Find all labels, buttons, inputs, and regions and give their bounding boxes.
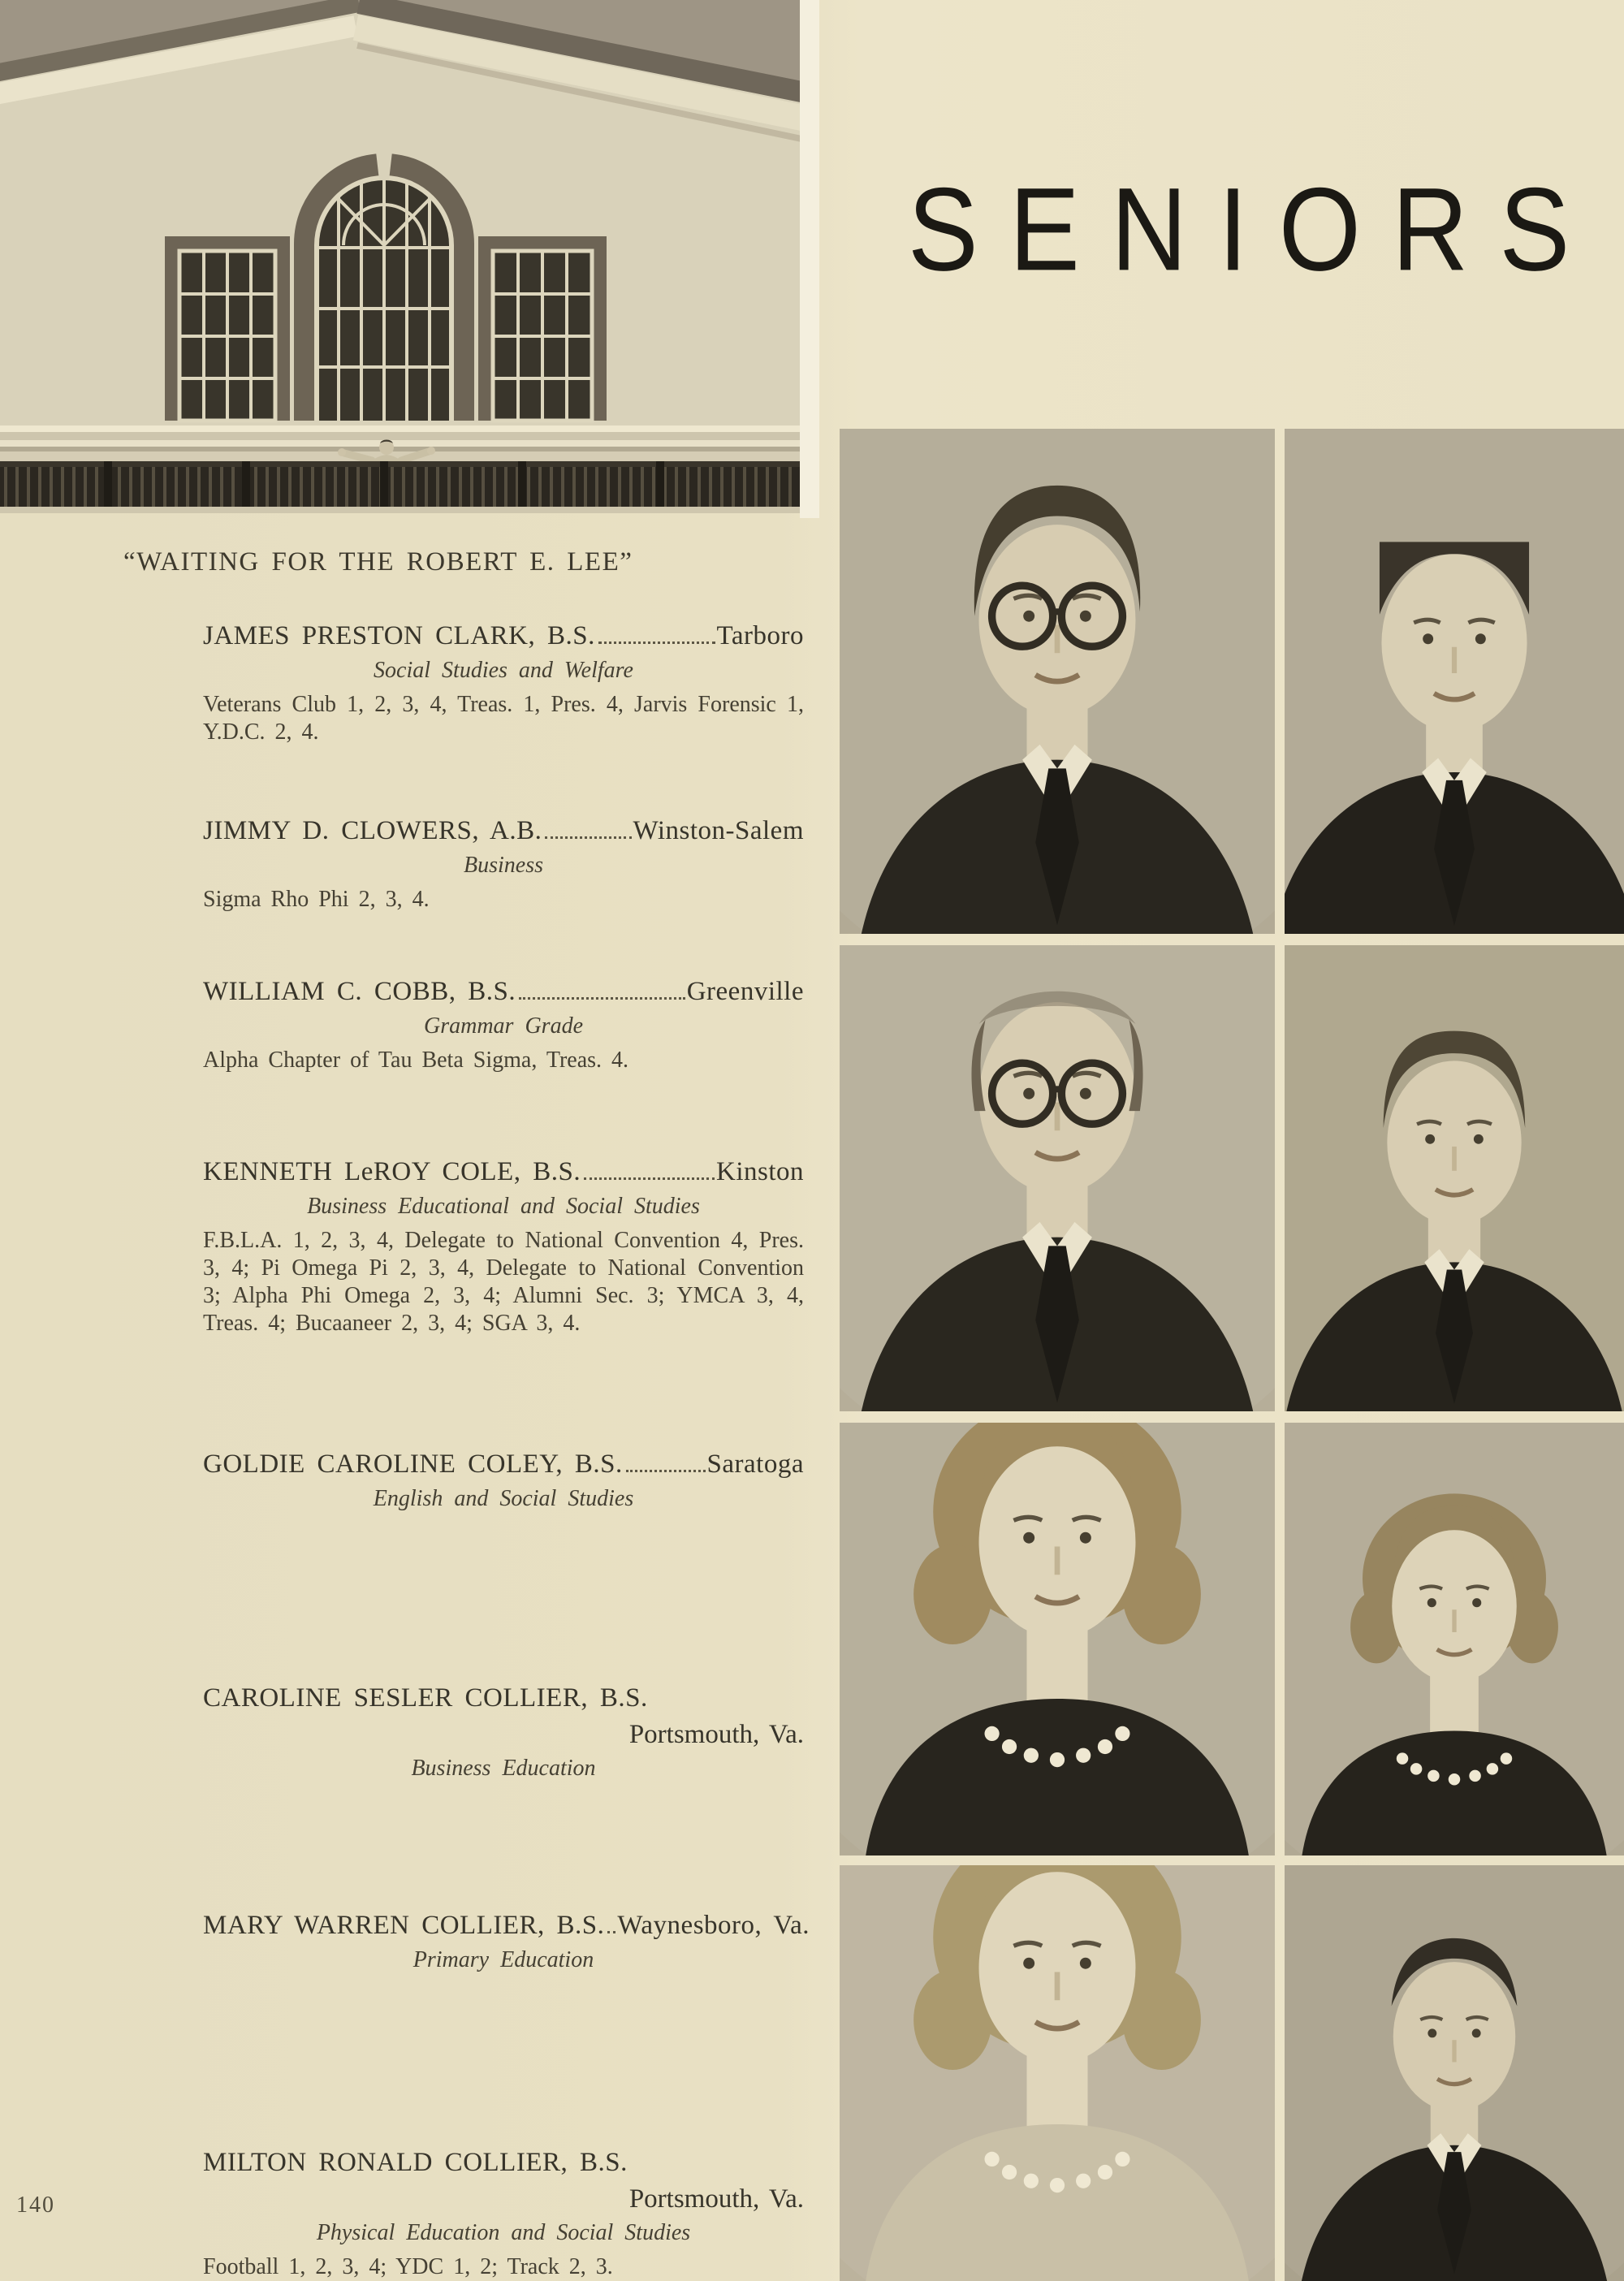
student-hometown: Saratoga: [706, 1449, 804, 1479]
page-number: 140: [16, 2192, 55, 2218]
student-name: GOLDIE CAROLINE COLEY, B.S.: [203, 1449, 623, 1479]
student-name: MARY WARREN COLLIER, B.S.: [203, 1911, 605, 1940]
student-major: Business Educational and Social Studies: [307, 1194, 700, 1219]
portrait-photo: [1285, 1423, 1624, 1855]
photo-caption: “WAITING FOR THE ROBERT E. LEE”: [123, 547, 633, 577]
senior-entry: [203, 973, 804, 1074]
student-hometown: Greenville: [686, 977, 804, 1006]
senior-entry: [203, 617, 804, 746]
student-major: Primary Education: [412, 1947, 594, 1972]
portrait-photo: [1285, 1865, 1624, 2281]
senior-entry: [203, 1153, 804, 1337]
page-gutter: [800, 0, 819, 518]
name-line: [203, 973, 804, 1010]
student-major: Social Studies and Welfare: [374, 658, 633, 683]
student-major: Business Education: [411, 1756, 596, 1781]
building-illustration: [0, 0, 800, 513]
student-hometown: Portsmouth, Va.: [628, 1720, 804, 1749]
name-line: [203, 812, 804, 849]
portrait-photo: [840, 1423, 1275, 1855]
page-title: SENIORS: [908, 162, 1601, 296]
student-hometown: Tarboro: [716, 621, 804, 650]
portrait-photo: [840, 1865, 1275, 2281]
name-line: [203, 1445, 804, 1483]
senior-entry: [203, 812, 804, 914]
student-hometown: Portsmouth, Va.: [628, 2184, 804, 2214]
student-hometown: Kinston: [715, 1157, 804, 1186]
student-activities: F.B.L.A. 1, 2, 3, 4, Delegate to National Convention 4, Pres. 3, 4; Pi Omega Pi 2, 3, 4, Delegate to National Convention 3; Alpha Phi Omega 2, 3, 4; Alumni Sec. 3; YMCA 3, 4, Treas. 4; Bucaaneer 2, 3, 4; SGA 3, 4.: [203, 1228, 804, 1336]
portrait-photo: [1285, 945, 1624, 1411]
dotted-leader: [519, 997, 685, 1000]
dotted-leader: [626, 1470, 706, 1472]
dotted-leader: [545, 836, 631, 839]
student-name: MILTON RONALD COLLIER, B.S.: [203, 2148, 628, 2177]
dotted-leader: [584, 1177, 715, 1180]
student-activities: Alpha Chapter of Tau Beta Sigma, Treas. 4.: [203, 1048, 629, 1073]
student-name: CAROLINE SESLER COLLIER, B.S.: [203, 1683, 648, 1713]
student-major: Business: [464, 853, 543, 878]
senior-entry: [203, 2144, 804, 2281]
student-activities: Sigma Rho Phi 2, 3, 4.: [203, 887, 430, 912]
student-major: English and Social Studies: [373, 1486, 634, 1511]
name-line: [203, 2144, 804, 2181]
senior-entry: [203, 1907, 810, 1976]
building-photo: [0, 0, 800, 513]
dotted-leader: [598, 642, 715, 644]
senior-entry: [203, 1679, 804, 1784]
portrait-photo: [1285, 429, 1624, 934]
portrait-photo: [840, 429, 1275, 934]
portrait-photo: [840, 945, 1275, 1411]
student-name: JAMES PRESTON CLARK, B.S.: [203, 621, 595, 650]
student-activities: Football 1, 2, 3, 4; YDC 1, 2; Track 2, 3.: [203, 2254, 613, 2279]
name-line: [203, 1153, 804, 1190]
name-line: [203, 1679, 804, 1717]
dotted-leader: [607, 1931, 615, 1933]
student-activities: Veterans Club 1, 2, 3, 4, Treas. 1, Pres. 4, Jarvis Forensic 1, Y.D.C. 2, 4.: [203, 692, 804, 745]
student-major: Grammar Grade: [424, 1013, 583, 1039]
student-hometown: Winston-Salem: [633, 816, 804, 845]
student-major: Physical Education and Social Studies: [316, 2220, 691, 2245]
student-name: KENNETH LeROY COLE, B.S.: [203, 1157, 581, 1186]
student-name: JIMMY D. CLOWERS, A.B.: [203, 816, 542, 845]
senior-entry: [203, 1445, 804, 1514]
student-hometown: Waynesboro, Va.: [617, 1911, 810, 1940]
name-line: [203, 617, 804, 654]
student-name: WILLIAM C. COBB, B.S.: [203, 977, 516, 1006]
name-line: [203, 1907, 810, 1944]
